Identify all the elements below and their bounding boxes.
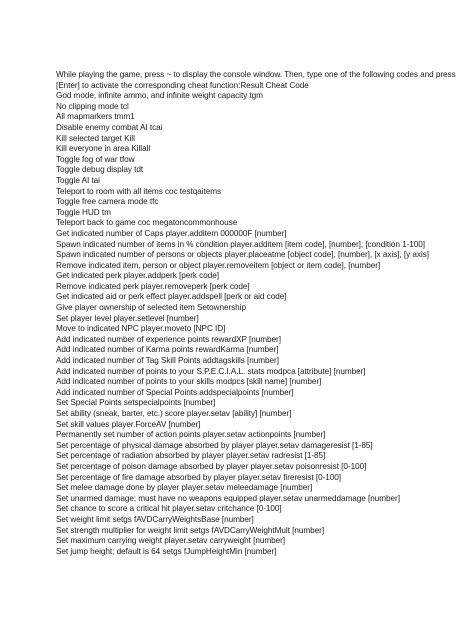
cheat-line: Set jump height; default is 64 setgs fJumpHeightMin [number] [56,546,277,556]
cheat-line: God mode, infinite ammo, and infinite weight capacity tgm [56,91,263,101]
document-body [56,70,468,557]
cheat-line: Set weight limit setgs fAVDCarryWeightsBase [number] [56,514,254,524]
cheat-line: Get indicated number of Caps player.additem 000000F [number] [56,228,287,238]
cheat-line: Set player level player.setlevel [number] [56,313,199,323]
cheat-line: All mapmarkers tmm1 [56,112,135,122]
cheat-line: Move to indicated NPC player.moveto [NPC ID] [56,324,226,334]
cheat-line: Toggle free camera mode tfc [56,197,159,207]
cheat-line: Teleport back to game coc megatoncommonhouse [56,218,238,228]
cheat-line: Set chance to score a critical hit player.setav critchance [0-100] [56,504,282,514]
cheat-line: Set unarmed damage; must have no weapons equipped player.setav unarmeddamage [number] [56,493,400,503]
cheat-line: Disable enemy combat AI tcai [56,122,163,132]
cheat-line: Toggle HUD tm [56,207,111,217]
cheat-line: Set ability (sneak, barter, etc.) score player.setav [ability] [number] [56,409,292,418]
cheat-line: Remove indicated perk player.removeperk [perk code] [56,281,250,291]
cheat-line: Add indicated number of points to your S.P.E.C.I.A.L. stats modpca [attribute] [number] [56,366,366,376]
cheat-line: Teleport to room with all items coc testqaitems [56,186,222,196]
cheat-line: Set percentage of fire damage absorbed by player player.setav fireresist [0-100] [56,472,342,482]
cheat-line: Set maximum carrying weight player.setav carryweight [number] [56,536,286,546]
cheat-line: Remove indicated item, person or object player.removeitem [object or item code], [number] [56,260,381,270]
cheat-line: Get indicated aid or perk effect player.addspell [perk or aid code] [56,292,287,302]
cheat-line: No clipping mode tcl [56,101,129,111]
intro-paragraph: While playing the game, press ~ to display the console window. Then, type one of the following codes and press [Enter] to activate the corresponding cheat function:Result Cheat Code [56,70,456,90]
cheat-line: Add indicated number of Tag Skill Points addtagskills [number] [56,356,279,366]
cheat-line: Set percentage of poison damage absorbed by player player.setav poisonresist [0-100] [56,461,367,471]
cheat-line: Give player ownership of selected item Setownership [56,303,246,313]
cheat-line: Set Special Points setspecialpoints [number] [56,398,216,408]
cheat-line: Set skill values player.ForceAV [number] [56,419,201,429]
cheat-line: Add indicated number of Special Points addspecialpoints [number] [56,387,294,397]
cheat-line: Set strength multiplier for weight limit setgs fAVDCarryWeightMult [number] [56,525,325,535]
cheat-line: Toggle AI tai [56,175,100,185]
cheat-line: Spawn indicated number of persons or objects player.placeatme [object code], [number], [x axis], [y axis] [56,250,429,260]
cheat-line: Spawn indicated number of items in % condition player.additem [item code], [number], [condition 1-100] [56,239,426,249]
cheat-line: Set percentage of radiation absorbed by player player.setav radresist [1-85] [56,451,326,461]
cheat-line: Add indicated number of experience points rewardXP [number] [56,334,281,344]
cheat-code-list [56,91,468,557]
cheat-line: Kill everyone in area Killall [56,144,151,154]
cheat-line: Get indicated perk player.addperk [perk code] [56,271,219,281]
cheat-line: Set melee damage done by player player.setav meleedamage [number] [56,483,313,493]
cheat-line: Add indicated number of Karma points rewardKarma [number] [56,345,279,355]
cheat-line: Permanently set number of action points player.setav actionpoints [number] [56,430,326,440]
cheat-line: Toggle debug display tdt [56,165,144,175]
cheat-line: Kill selected target Kill [56,133,135,143]
cheat-line: Toggle fog of war tfow [56,154,135,164]
cheat-line: Add indicated number of points to your skills modpcs [skill name] [number] [56,377,322,387]
cheat-line: Set percentage of physical damage absorbed by player player.setav damageresist [1-85] [56,440,373,450]
